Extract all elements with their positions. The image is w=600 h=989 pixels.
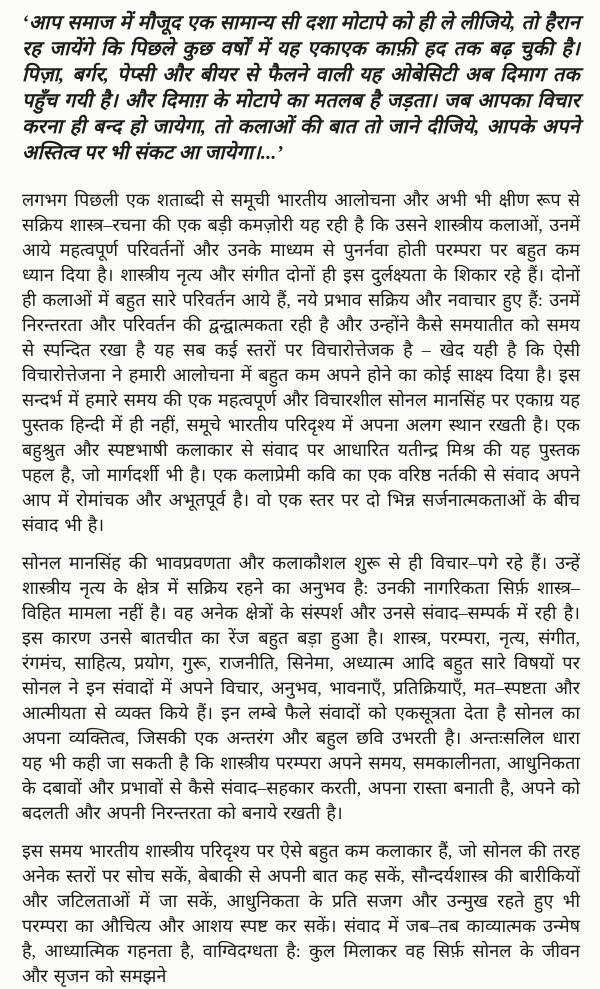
body-paragraph-3: इस समय भारतीय शास्त्रीय परिदृश्य पर ऐसे बहुत कम कलाकार हैं, जो सोनल की तरह अनेक स्तरों पर सोच सकें, बेबाकी से अपनी बात कह सकें, सौन्दर्यशास्त्र की बारीकियों और जटिलताओं में जा सकें, आधुनिकता के प्रति सजग और उन्मुख रहते हुए भी परम्परा का औचित्य और आशय स्पष्ट कर सकें। संवाद में जब–तब काव्यात्मक उन्मेष है, आध्यात्मिक गहनता है, वाग्विदग्धता है: कुल मिलाकर वह सिर्फ़ सोनल के जीवन और सृजन को समझने — [22, 841, 580, 986]
opening-quote: ‘आप समाज में मौजूद एक सामान्य सी दशा मोटापे को ही ले लीजिये, तो हैरान रह जायेंगे कि पिछले कुछ वर्षों में यह एकाएक काफ़ी हद तक बढ़ चुकी है। पिज़ा, बर्गर, पेप्सी और बीयर से फैलने वाली यह ओबेसिटी अब दिमाग तक पहुँच गयी है। और दिमाग़ के मोटापे का मतलब है जड़ता। जब आपका विचार करना ही बन्द हो जायेगा, तो कलाओं की बात तो जाने दीजिये, आपके अपने अस्तित्व पर भी संकट आ जायेगा।...’ — [22, 12, 580, 164]
body-paragraph-2: सोनल मानसिंह की भावप्रवणता और कलाकौशल शुरू से ही विचार–पगे रहे हैं। उन्हें शास्त्रीय नृत्य के क्षेत्र में सक्रिय रहने का अनुभव है: उनकी नागरिकता सिर्फ़ शास्त्र–विहित मामला नहीं है। वह अनेक क्षेत्रों के संस्पर्श और उनसे संवाद–सम्पर्क में रही है। इस कारण उनसे बातचीत का रेंज बहुत बड़ा हुआ है। शास्त्र, परम्परा, नृत्य, संगीत, रंगमंच, साहित्य, प्रयोग, गुरू, राजनीति, सिनेमा, अध्यात्म आदि बहुत सारे विषयों पर सोनल ने इन संवादों में अपने विचार, अनुभव, भावनाएँ, प्रतिक्रियाएँ, मत–स्पष्टता और आत्मीयता से व्यक्त किये हैं। इन लम्बे फैले संवादों को एकसूत्रता देता है सोनल का अपना व्यक्तित्व, जिसकी एक अन्तरंग और बहुल छवि उभरती है। अन्तःसलिल धारा यह भी कही जा सकती है कि शास्त्रीय परम्परा अपने समय, समकालीनता, आधुनिकता के दबावों और प्रभावों से कैसे संवाद–सहकार करती, अपना रास्ता बनाती है, अपने को बदलती और अपनी निरन्तरता को बनाये रखती है। — [22, 553, 580, 823]
body-paragraph-1: लगभग पिछली एक शताब्दी से समूची भारतीय आलोचना और अभी भी क्षीण रूप से सक्रिय शास्त्र–रचना की एक बड़ी कमज़ोरी यह रही है कि उसने शास्त्रीय कलाओं, उनमें आये महत्वपूर्ण परिवर्तनों और उनके माध्यम से पुनर्नवा होती परम्परा पर बहुत कम ध्यान दिया है। शास्त्रीय नृत्य और संगीत दोनों ही इस दुर्लक्ष्यता के शिकार रहे हैं। दोनों ही कलाओं में बहुत सारे परिवर्तन आये हैं, नये प्रभाव सक्रिय और नवाचार हुए हैं: उनमें निरन्तरता और परिवर्तन की द्वन्द्वात्मकता रही है और उन्होंने कैसे समयातीत को समय से स्पन्दित रखा है यह सब कई स्तरों पर विचारोत्तेजक है – खेद यही है कि ऐसी विचारोत्तेजना ने हमारी आलोचना में बहुत कम अपने होने का कोई साक्ष्य दिया है। इस सन्दर्भ में हमारे समय की एक महत्वपूर्ण और विचारशील सोनल मानसिंह पर एकाग्र यह पुस्तक हिन्दी में ही नहीं, समूचे भारतीय परिदृश्य में अपना अलग स्थान रखती है। एक बहुश्रुत और स्पष्टभाषी कलाकार से संवाद पर आधारित यतीन्द्र मिश्र की यह पुस्तक पहल है, जो मार्गदर्शी भी है। एक कलाप्रेमी कवि का एक वरिष्ठ नर्तकी से संवाद अपने आप में रोमांचक और अभूतपूर्व है। वो एक स्तर पर दो भिन्न सर्जनात्मकताओं के बीच संवाद भी है। — [22, 190, 580, 535]
